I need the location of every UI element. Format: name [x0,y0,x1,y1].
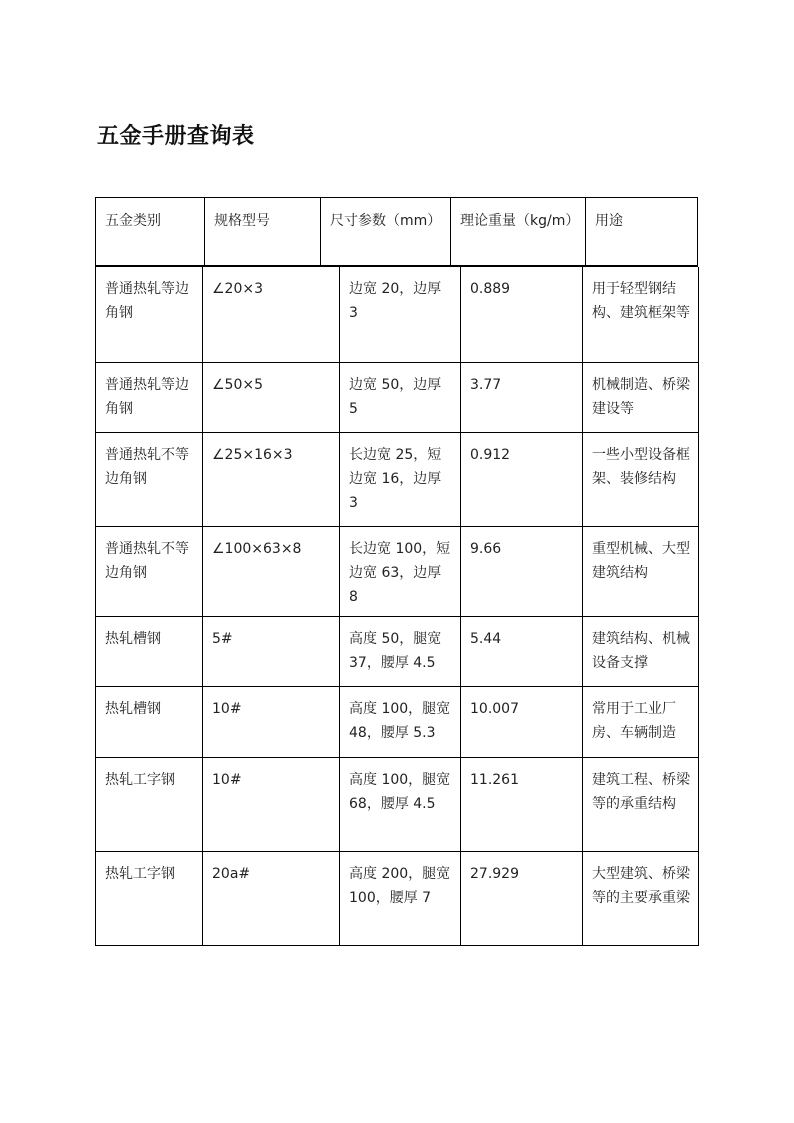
cell-usage: 建筑工程、桥梁等的承重结构 [583,757,699,851]
table-header-row [95,197,698,267]
header-usage: 用途 [585,198,697,265]
cell-category: 热轧工字钢 [96,851,203,945]
table-row [96,757,699,851]
cell-spec: 5# [203,616,340,686]
cell-usage: 重型机械、大型建筑结构 [583,526,699,616]
cell-weight: 11.261 [461,757,583,851]
table-row [96,526,699,616]
cell-category: 热轧槽钢 [96,686,203,757]
cell-category: 普通热轧等边角钢 [96,362,203,432]
cell-weight: 10.007 [461,686,583,757]
cell-category: 热轧工字钢 [96,757,203,851]
cell-spec: 10# [203,686,340,757]
cell-dimensions: 高度 50，腿宽 37，腰厚 4.5 [340,616,461,686]
cell-usage: 建筑结构、机械设备支撑 [583,616,699,686]
cell-category: 普通热轧等边角钢 [96,267,203,362]
cell-spec: ∠25×16×3 [203,432,340,526]
cell-weight: 0.912 [461,432,583,526]
cell-category: 热轧槽钢 [96,616,203,686]
table-row [96,432,699,526]
cell-spec: ∠100×63×8 [203,526,340,616]
cell-dimensions: 边宽 50，边厚 5 [340,362,461,432]
cell-dimensions: 高度 100，腿宽 68，腰厚 4.5 [340,757,461,851]
cell-spec: ∠20×3 [203,267,340,362]
cell-spec: 20a# [203,851,340,945]
table-row [96,616,699,686]
cell-weight: 27.929 [461,851,583,945]
cell-category: 普通热轧不等边角钢 [96,432,203,526]
cell-dimensions: 边宽 20，边厚 3 [340,267,461,362]
header-category: 五金类别 [105,213,161,229]
cell-dimensions: 长边宽 100，短边宽 63，边厚 8 [340,526,461,616]
page-title: 五金手册查询表 [97,124,255,149]
cell-usage: 机械制造、桥梁建设等 [583,362,699,432]
table-row [96,851,699,945]
cell-weight: 3.77 [461,362,583,432]
cell-weight: 0.889 [461,267,583,362]
header-weight: 理论重量（kg/m） [450,198,585,265]
header-dimensions: 尺寸参数（mm） [320,198,450,265]
cell-dimensions: 长边宽 25，短边宽 16，边厚 3 [340,432,461,526]
table-row [96,686,699,757]
cell-usage: 大型建筑、桥梁等的主要承重梁 [583,851,699,945]
cell-usage: 一些小型设备框架、装修结构 [583,432,699,526]
cell-dimensions: 高度 200，腿宽 100，腰厚 7 [340,851,461,945]
table-row [96,267,699,362]
table-body [95,267,699,946]
cell-weight: 5.44 [461,616,583,686]
cell-usage: 常用于工业厂房、车辆制造 [583,686,699,757]
cell-category: 普通热轧不等边角钢 [96,526,203,616]
cell-spec: ∠50×5 [203,362,340,432]
cell-usage: 用于轻型钢结构、建筑框架等 [583,267,699,362]
cell-spec: 10# [203,757,340,851]
cell-dimensions: 高度 100，腿宽 48，腰厚 5.3 [340,686,461,757]
cell-weight: 9.66 [461,526,583,616]
hardware-table [95,197,698,946]
header-spec: 规格型号 [204,198,320,265]
table-row [96,362,699,432]
